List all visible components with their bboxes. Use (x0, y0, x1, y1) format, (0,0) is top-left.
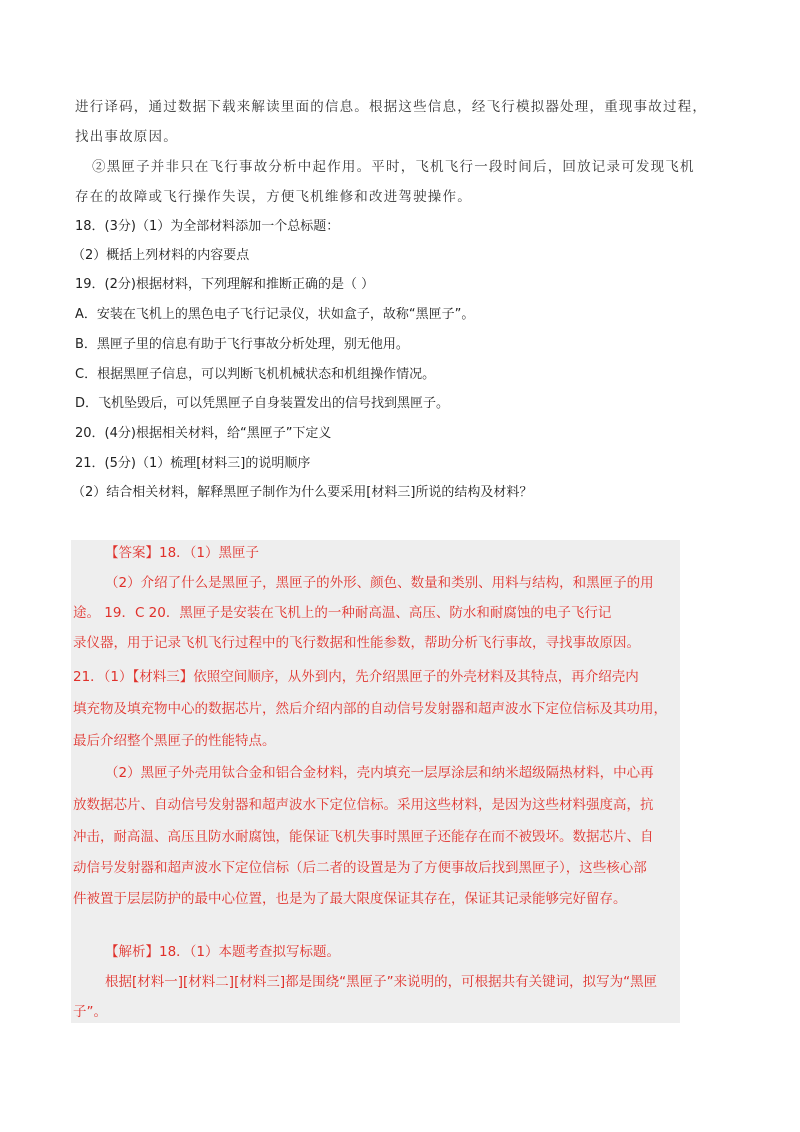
answer-line: （2）介绍了什么是黑匣子，黑匣子的外形、颜色、数量和类别、用料与结构，和黑匣子的用 (105, 575, 654, 591)
question-21-2: （2）结合相关材料，解释黑匣子制作为什么要采用[材料三]所说的结构及材料？ (72, 485, 533, 500)
analysis-line: 【解析】18．（1）本题考查拟写标题。 (105, 944, 341, 960)
question-18-2: （2）概括上列材料的内容要点 (72, 248, 250, 263)
answer-line: 放数据芯片、自动信号发射器和超声波水下定位信标。采用这些材料，是因为这些材料强度高，抗 (73, 797, 654, 813)
answer-line: 【答案】18．（1）黑匣子 (105, 545, 260, 561)
passage-line: ②黑匣子并非只在飞行事故分析中起作用。平时，飞机飞行一段时间后，回放记录可发现飞机 (92, 159, 695, 175)
answer-line: 途。 19．C 20．黑匣子是安装在飞机上的一种耐高温、高压、防水和耐腐蚀的电子飞行记 (73, 605, 612, 621)
answer-line: 冲击，耐高温、高压且防水耐腐蚀，能保证飞机失事时黑匣子还能存在而不被毁坏。数据芯片、自 (73, 829, 654, 845)
answer-line: 件被置于层层防护的最中心位置，也是为了最大限度保证其存在，保证其记录能够完好留存。 (73, 891, 627, 907)
passage-line: 找出事故原因。 (75, 129, 178, 145)
question-18-1: 18．(3分)（1）为全部材料添加一个总标题： (75, 219, 340, 234)
passage-line: 进行译码，通过数据下载来解读里面的信息。根据这些信息，经飞行模拟器处理，重现事故过程， (75, 99, 708, 115)
analysis-line: 根据[材料一][材料二][材料三]都是围绕“黑匣子”来说明的，可根据共有关键词，拟写为“黑匣 (105, 974, 658, 990)
option-d: D．飞机坠毁后，可以凭黑匣子自身装置发出的信号找到黑匣子。 (75, 396, 450, 411)
passage-line: 存在的故障或飞行操作失误，方便飞机维修和改进驾驶操作。 (75, 189, 472, 205)
answer-line: 填充物及填充物中心的数据芯片，然后介绍内部的自动信号发射器和超声波水下定位信标及其功用， (73, 701, 667, 717)
analysis-line: 子”。 (73, 1004, 107, 1020)
question-19: 19．(2分)根据材料，下列理解和推断正确的是（ ） (75, 277, 375, 292)
answer-line: 动信号发射器和超声波水下定位信标（后二者的设置是为了方便事故后找到黑匣子），这些核心部 (73, 860, 647, 876)
option-c: C．根据黑匣子信息，可以判断飞机机械状态和机组操作情况。 (75, 367, 436, 382)
answer-line: 21．（1）【材料三】依照空间顺序，从外到内，先介绍黑匣子的外壳材料及其特点，再介绍壳内 (73, 669, 639, 685)
answer-line: （2）黑匣子外壳用钛合金和铝合金材料，壳内填充一层厚涂层和纳米超级隔热材料，中心再 (105, 765, 654, 781)
question-21-1: 21．(5分)（1）梳理[材料三]的说明顺序 (75, 456, 311, 471)
answer-line: 录仪器，用于记录飞机飞行过程中的飞行数据和性能参数，帮助分析飞行事故，寻找事故原因。 (73, 635, 640, 651)
answer-line: 最后介绍整个黑匣子的性能特点。 (73, 733, 276, 749)
option-a: A．安装在飞机上的黑色电子飞行记录仪，状如盒子，故称“黑匣子”。 (75, 307, 475, 322)
option-b: B．黑匣子里的信息有助于飞行事故分析处理，别无他用。 (75, 337, 409, 352)
question-20: 20．(4分)根据相关材料，给“黑匣子”下定义 (75, 426, 332, 441)
